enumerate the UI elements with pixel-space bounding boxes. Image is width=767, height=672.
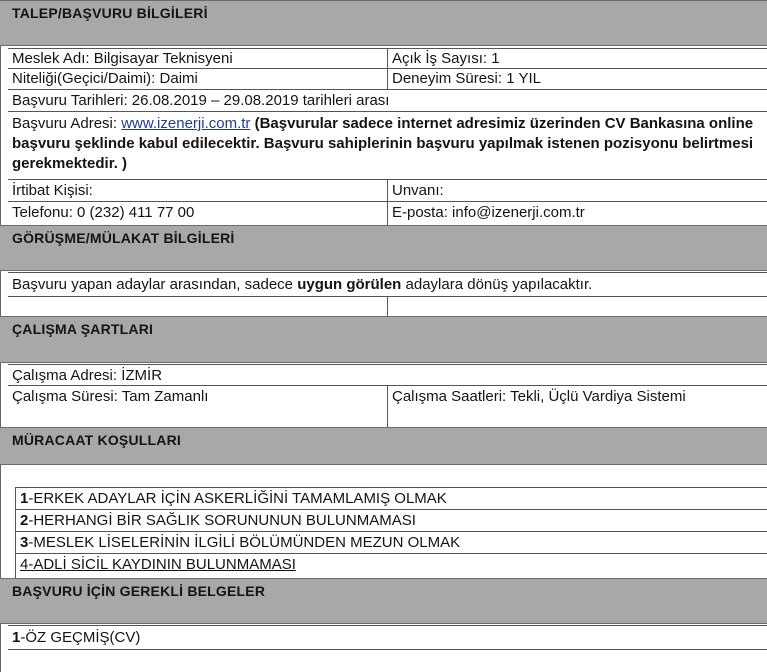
section-header-calisma [0, 316, 767, 363]
section-header-muracaat [0, 427, 767, 465]
row-adres [8, 111, 767, 179]
row-gorusme-text [8, 272, 767, 296]
gorusme-text-c: adaylara dönüş yapılacaktır. [401, 276, 593, 293]
e-posta: E-posta: info@izenerji.com.tr [387, 202, 585, 225]
row-meslek [8, 48, 767, 68]
calisma-saatleri: Çalışma Saatleri: Tekli, Üçlü Vardiya Sistemi [387, 386, 686, 427]
section-title-muracaat: MÜRACAAT KOŞULLARI [12, 432, 181, 448]
row-belge-empty [8, 649, 767, 672]
gorusme-text [8, 273, 592, 296]
item-number: 1 [12, 629, 21, 646]
item-number: 2 [20, 512, 29, 529]
row-calisma-adresi [8, 364, 767, 385]
list-item [16, 488, 767, 510]
row-telefon [8, 201, 767, 225]
item-text: -ÖZ GEÇMİŞ(CV) [20, 629, 141, 646]
meslek-adi: Meslek Adı: Bilgisayar Teknisyeni [12, 50, 233, 67]
niteligi: Niteliği(Geçici/Daimi): Daimi [12, 70, 198, 87]
row-tarihler [8, 89, 767, 111]
calisma-adresi: Çalışma Adresi: İZMİR [12, 367, 163, 384]
row-muracaat-spacer [8, 466, 767, 486]
row-belge-1 [8, 625, 767, 649]
list-item [16, 510, 767, 532]
adres-note: (Başvurular sadece internet adresimiz üzerinden CV Bankasına online başvuru şeklinde kabul edilecektir. Başvuru sahiplerinin başvuru yapılmak istenen pozisyonu belirtmesi gerekmektedir. ) [12, 115, 754, 172]
belge-item [8, 626, 140, 649]
telefonu: Telefonu: 0 (232) 411 77 00 [12, 204, 195, 221]
section-title-belgeler: BAŞVURU İÇİN GEREKLİ BELGELER [12, 583, 266, 599]
row-irtibat [8, 179, 767, 201]
section-header-belgeler [0, 578, 767, 624]
irtibat-kisisi: İrtibat Kişisi: [12, 182, 93, 199]
item-text: -HERHANGİ BİR SAĞLIK SORUNUNUN BULUNMAMASI [28, 512, 416, 529]
section-header-talep [0, 0, 767, 46]
gorusme-text-a: Başvuru yapan adaylar arasından, sadece [12, 276, 298, 293]
list-item [16, 554, 767, 576]
list-item [16, 532, 767, 554]
row-calisma-suresi [8, 385, 767, 427]
adres-label: Başvuru Adresi: [12, 115, 122, 132]
empty-cell [387, 297, 392, 316]
website-link[interactable]: www.izenerji.com.tr [121, 115, 251, 132]
row-nitelik [8, 68, 767, 89]
section-title-calisma: ÇALIŞMA ŞARTLARI [12, 321, 154, 337]
calisma-suresi: Çalışma Süresi: Tam Zamanlı [12, 388, 209, 405]
section-header-gorusme [0, 225, 767, 271]
acik-is-sayisi: Açık İş Sayısı: 1 [387, 49, 500, 68]
item-number: 3 [20, 534, 29, 551]
item-number: 1 [20, 490, 29, 507]
item-text: -ERKEK ADAYLAR İÇİN ASKERLİĞİNİ TAMAMLAMIŞ OLMAK [28, 490, 447, 507]
basvuru-adresi [8, 112, 757, 179]
section-title-talep: TALEP/BAŞVURU BİLGİLERİ [12, 5, 208, 21]
gorusme-text-bold: uygun görülen [297, 276, 402, 293]
basvuru-tarihleri: Başvuru Tarihleri: 26.08.2019 – 29.08.2019 tarihleri arası [12, 92, 390, 109]
muracaat-list [15, 487, 767, 578]
row-gorusme-empty [8, 296, 767, 316]
item-text: -MESLEK LİSELERİNİN İLGİLİ BÖLÜMÜNDEN MEZUN OLMAK [28, 534, 461, 551]
unvani: Unvanı: [387, 180, 444, 201]
section-title-gorusme: GÖRÜŞME/MÜLAKAT BİLGİLERİ [12, 230, 235, 246]
deneyim-suresi: Deneyim Süresi: 1 YIL [387, 69, 541, 89]
item-text: 4-ADLİ SİCİL KAYDININ BULUNMAMASI [20, 556, 296, 573]
